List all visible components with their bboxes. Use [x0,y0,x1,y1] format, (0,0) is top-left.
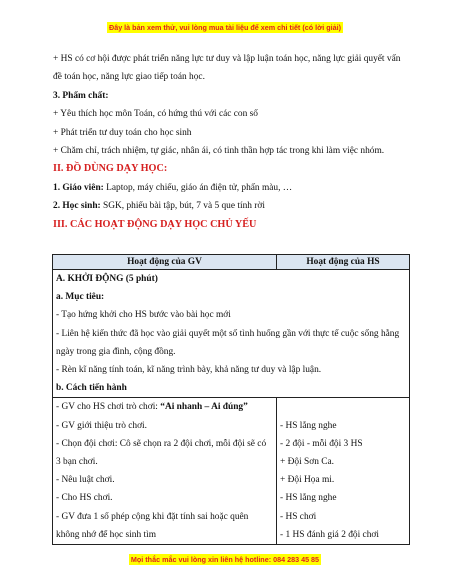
list-item: + Đội Họa mi. [280,475,335,486]
quality-item-3: + Chăm chỉ, trách nhiệm, tự giác, nhân ái, có tinh thần hợp tác trong khi làm việc nhóm. [53,146,385,157]
list-item [56,398,273,416]
competency-paragraph: + HS có cơ hội được phát triển năng lực tư duy và lập luận toán học, năng lực giải quyết vấn đề toán học, năng lực giao tiếp toán học. [53,54,401,83]
list-item: - 2 đội - mỗi đội 3 HS [280,438,363,449]
teacher-materials [53,179,408,197]
objective-3: - Rèn kĩ năng tính toán, kĩ năng trình bày, khả năng tư duy và lập luận. [56,365,322,376]
list-item: - HS lắng nghe [280,420,337,431]
objective-1: - Tạo hứng khởi cho HS bước vào bài học mới [56,310,231,321]
list-item: - Cho HS chơi. [56,493,113,504]
table-row [53,270,410,398]
hotline-banner-bottom [0,555,450,564]
activities-table [52,254,410,545]
quality-heading: 3. Phẩm chất: [53,90,109,101]
list-item: - Chọn đội chơi: Cô sẽ chọn ra 2 đội chơi, mỗi đội sẽ có 3 bạn chơi. [56,438,267,468]
list-item: - HS chơi [280,511,317,522]
table-row [53,398,410,545]
objectives-heading: a. Mục tiêu: [56,292,105,303]
list-item: - GV giới thiệu trò chơi. [56,420,147,431]
quality-item-1: + Yêu thích học môn Toán, có hứng thú với các con số [53,109,258,120]
list-item [280,398,406,416]
warmup-cell [53,270,410,398]
teacher-label: 1. Giáo viên: [53,182,104,193]
list-item: - Nêu luật chơi. [56,475,115,486]
student-activities [277,398,410,545]
student-label: 2. Học sinh: [53,201,101,212]
header-student: Hoạt động của HS [277,255,410,270]
warmup-heading: A. KHỞI ĐỘNG (5 phút) [56,274,158,284]
teacher-materials-text: Laptop, máy chiếu, giáo án điện tử, phấn màu, … [103,182,293,193]
document-body [53,50,408,234]
game-name: “Ai nhanh – Ai đúng” [160,402,248,413]
game-intro-text: - GV cho HS chơi trò chơi: [56,402,161,413]
hotline-notice: Mọi thắc mắc vui lòng xin liên hệ hotline: 084 283 45 85 [130,555,320,564]
list-item: - 1 HS đánh giá 2 đội chơi [280,529,379,540]
quality-item-2: + Phát triển tư duy toán cho học sinh [53,127,192,138]
student-materials [53,197,408,215]
procedure-heading: b. Cách tiến hành [56,383,127,394]
section-materials-heading: II. ĐỒ DÙNG DẠY HỌC: [53,163,168,175]
objective-2: - Liên hệ kiến thức đã học vào giải quyết một số tình huống gần với thực tế cuộc sống hằng ngày trong gia đình, cộng đồng. [56,328,400,357]
table-header-row [53,255,410,270]
list-item: - GV đưa 1 số phép cộng khi đặt tính sai hoặc quên không nhớ để học sinh tìm [56,511,249,540]
list-item: + Đội Sơn Ca. [280,457,334,468]
preview-banner-top [0,23,450,32]
section-activities-heading: III. CÁC HOẠT ĐỘNG DẠY HỌC CHỦ YẾU [53,218,257,230]
list-item: - HS lắng nghe [280,493,337,504]
preview-notice: Đây là bản xem thử, vui lòng mua tài liệu để xem chi tiết (có lời giải) [109,23,341,32]
header-teacher: Hoạt động của GV [53,255,277,270]
student-materials-text: SGK, phiếu bài tập, bút, 7 và 5 que tính rời [100,201,265,212]
teacher-activities [53,398,277,545]
